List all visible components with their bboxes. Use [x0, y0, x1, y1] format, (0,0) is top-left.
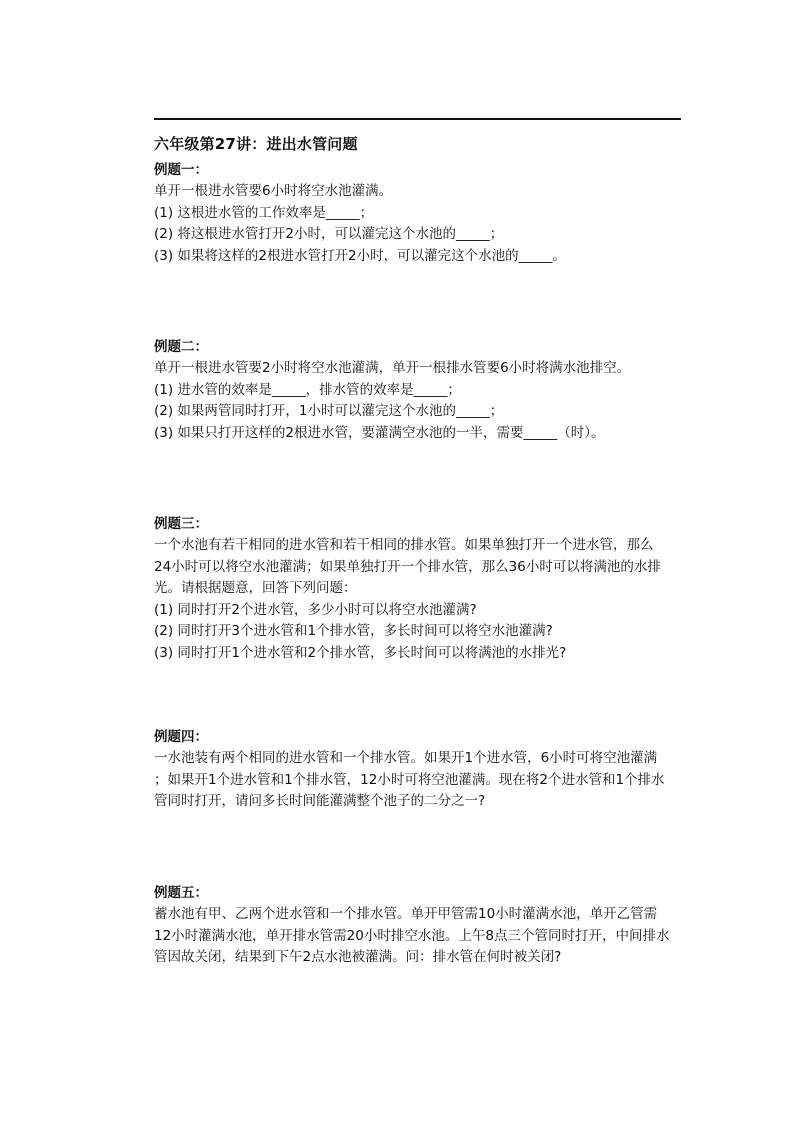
example-3-heading: 例题三：: [154, 516, 208, 532]
example-1-line-2: (1) 这根进水管的工作效率是_____；: [154, 204, 374, 221]
example-3-line-2: 24小时可以将空水池灌满；如果单独打开一个排水管，那么36小时可以将满池的水排: [154, 558, 661, 575]
example-2-line-2: (1) 进水管的效率是_____，排水管的效率是_____；: [154, 381, 461, 398]
example-3-line-4: (1) 同时打开2个进水管，多少小时可以将空水池灌满?: [154, 601, 477, 618]
example-4-line-2: ；如果开1个进水管和1个排水管，12小时可将空池灌满。现在将2个进水管和1个排水: [154, 771, 665, 788]
example-3-line-5: (2) 同时打开3个进水管和1个排水管，多长时间可以将空水池灌满?: [154, 623, 553, 639]
example-1-heading: 例题一：: [154, 162, 208, 178]
example-1: [154, 160, 694, 267]
example-1-line-3: (2) 将这根进水管打开2小时，可以灌完这个水池的_____；: [154, 226, 504, 242]
example-3-line-1: 一个水池有若干相同的进水管和若干相同的排水管。如果单独打开一个进水管，那么: [154, 537, 654, 553]
example-3-line-3: 光。请根据题意，回答下列问题：: [154, 580, 357, 596]
example-2-line-4: (3) 如果只打开这样的2根进水管，要灌满空水池的一半，需要_____（时）。: [154, 424, 605, 441]
example-1-line-1: 单开一根进水管要6小时将空水池灌满。: [154, 183, 393, 199]
example-5-line-1: 蓄水池有甲、乙两个进水管和一个排水管。单开甲管需10小时灌满水池，单开乙管需: [154, 906, 658, 922]
example-3-line-6: (3) 同时打开1个进水管和2个排水管，多长时间可以将满池的水排光?: [154, 644, 567, 661]
example-2-line-3: (2) 如果两管同时打开，1小时可以灌完这个水池的_____；: [154, 403, 504, 419]
example-5-line-2: 12小时灌满水池，单开排水管需20小时排空水池。上午8点三个管同时打开，中间排水: [154, 927, 670, 944]
example-2-heading: 例题二：: [154, 339, 208, 355]
example-5-line-3: 管因故关闭，结果到下午2点水池被灌满。问：排水管在何时被关闭?: [154, 949, 562, 965]
example-4-line-3: 管同时打开，请问多长时间能灌满整个池子的二分之一?: [154, 793, 486, 809]
example-3: [154, 514, 694, 664]
header-rule: [154, 118, 681, 120]
example-5: [154, 883, 694, 969]
document-title: 六年级第27讲：进出水管问题: [154, 135, 358, 153]
example-4: [154, 727, 694, 813]
example-4-line-1: 一水池装有两个相同的进水管和一个排水管。如果开1个进水管，6小时可将空池灌满: [154, 750, 658, 766]
example-4-heading: 例题四：: [154, 729, 208, 745]
example-1-line-4: (3) 如果将这样的2根进水管打开2小时，可以灌完这个水池的_____。: [154, 247, 566, 264]
example-2-line-1: 单开一根进水管要2小时将空水池灌满，单开一根排水管要6小时将满水池排空。: [154, 360, 631, 376]
example-2: [154, 337, 694, 444]
example-5-heading: 例题五：: [154, 885, 208, 901]
